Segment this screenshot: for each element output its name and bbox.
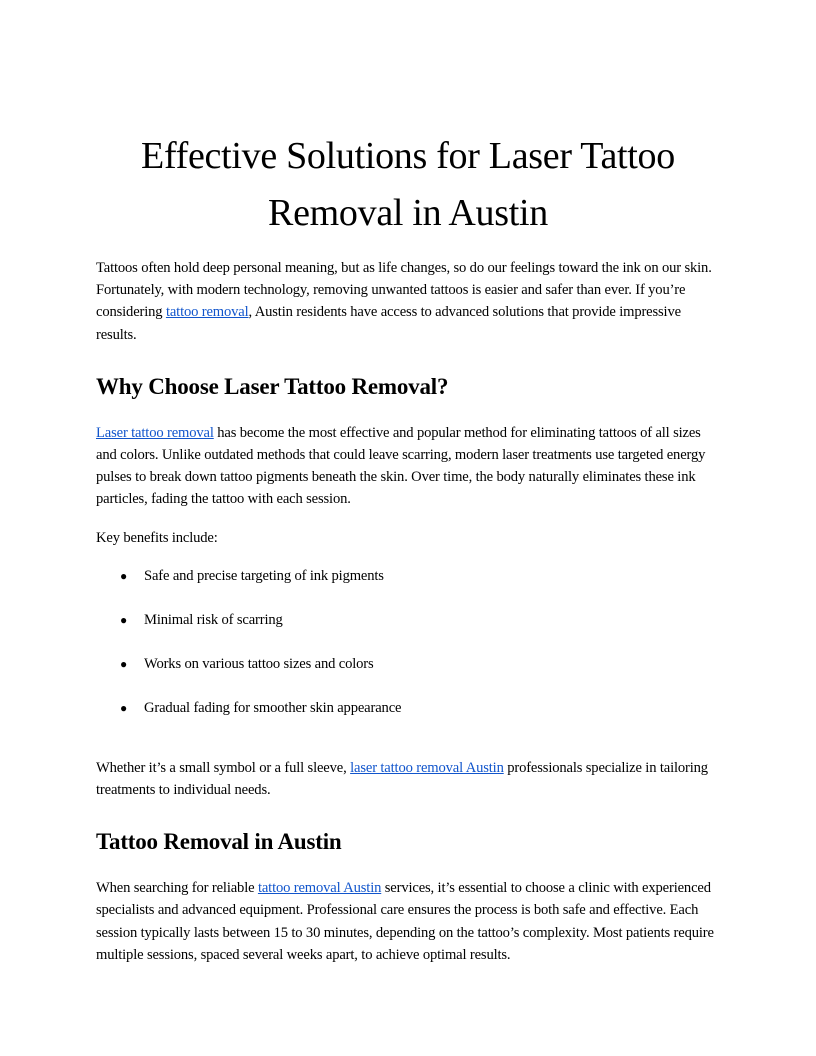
section-heading-tattoo-removal-austin: Tattoo Removal in Austin bbox=[96, 829, 342, 855]
list-item-text: Gradual fading for smoother skin appearance bbox=[144, 699, 402, 716]
tattoo-removal-austin-link[interactable]: tattoo removal Austin bbox=[257, 880, 382, 897]
laser-tattoo-removal-austin-link[interactable]: laser tattoo removal Austin bbox=[350, 759, 504, 776]
benefits-intro: Key benefits include: bbox=[96, 529, 218, 546]
searching-paragraph bbox=[96, 877, 720, 966]
document-title: Effective Solutions for Laser Tattoo Removal in Austin bbox=[141, 135, 675, 234]
list-item-text: Works on various tattoo sizes and colors bbox=[144, 655, 374, 672]
intro-text-after: , Austin residents have access to advanced solutions that provide impressive results. bbox=[96, 304, 681, 343]
laser-removal-paragraph bbox=[96, 422, 720, 511]
searching-text-before: When searching for reliable bbox=[96, 880, 258, 897]
list-item bbox=[96, 697, 720, 719]
bullet-icon: ● bbox=[120, 612, 128, 627]
laser-removal-text: has become the most effective and popular method for eliminating tattoos of all sizes and colors. Unlike outdated methods that could leave scarring, modern laser treatments use targeted energy pulses to break down tattoo pigments beneath the skin. Over time, the body naturally eliminates these ink particles, fading the tattoo with each session. bbox=[96, 424, 706, 508]
bullet-icon: ● bbox=[120, 656, 128, 671]
list-item-text: Safe and precise targeting of ink pigments bbox=[144, 567, 384, 584]
list-item bbox=[96, 609, 720, 631]
laser-tattoo-removal-link[interactable]: Laser tattoo removal bbox=[96, 424, 214, 441]
whether-text-after: professionals specialize in tailoring treatments to individual needs. bbox=[96, 759, 708, 799]
whether-text-before: Whether it’s a small symbol or a full sleeve, bbox=[96, 759, 351, 776]
bullet-icon: ● bbox=[120, 700, 128, 715]
document-page bbox=[96, 128, 720, 966]
intro-text-before: Tattoos often hold deep personal meaning, but as life changes, so do our feelings toward the ink on our skin. Fortunately, with modern technology, removing unwanted tattoos is easier and safer than ever. If you’re considering bbox=[96, 260, 712, 321]
intro-paragraph bbox=[96, 257, 720, 346]
benefits-list bbox=[96, 565, 720, 719]
bullet-icon: ● bbox=[120, 568, 128, 583]
list-item bbox=[96, 653, 720, 675]
tattoo-removal-link[interactable]: tattoo removal bbox=[165, 304, 249, 321]
searching-text-after: services, it’s essential to choose a clinic with experienced specialists and advanced equipment. Professional care ensures the process is both safe and effective. Each session typically lasts between 15 to 30 minutes, depending on the tattoo’s complexity. Most patients require multiple sessions, spaced several weeks apart, to achieve optimal results. bbox=[96, 880, 714, 963]
whether-paragraph bbox=[96, 757, 720, 801]
section-heading-why-choose: Why Choose Laser Tattoo Removal? bbox=[96, 373, 449, 399]
list-item-text: Minimal risk of scarring bbox=[144, 611, 283, 628]
list-item bbox=[96, 565, 720, 587]
